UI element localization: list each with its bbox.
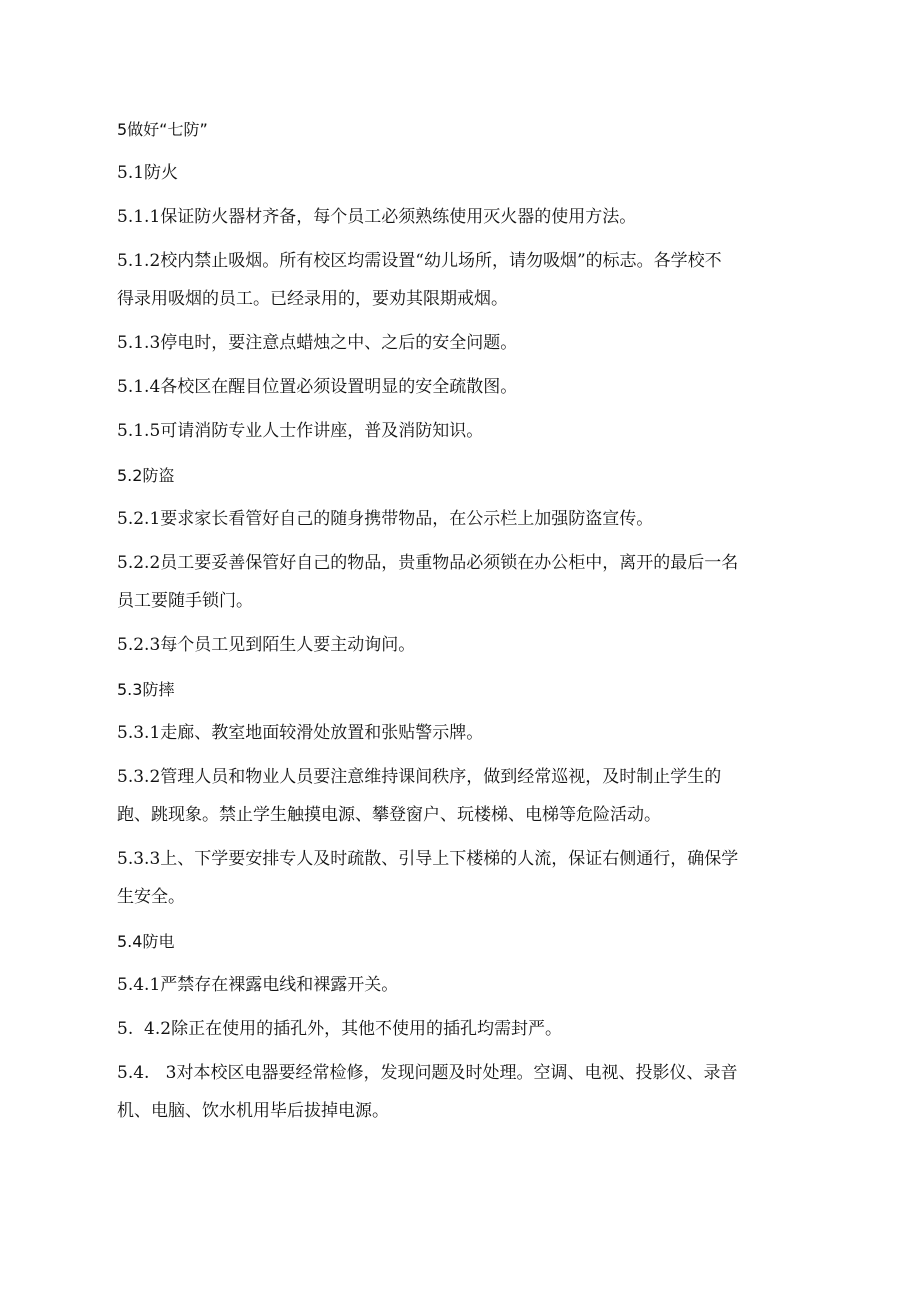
paragraph-line: 5.3.1走廊、教室地面较滑处放置和张贴警示牌。 [117,723,484,743]
paragraph-line: 5.1.1保证防火器材齐备，每个员工必须熟练使用灭火器的使用方法。 [117,207,637,227]
section-heading: 5.3防摔 [117,680,175,699]
paragraph-line: 5.2.3每个员工见到陌生人要主动询问。 [117,635,416,655]
paragraph-line: 生安全。 [117,887,185,907]
paragraph-line: 5.2.1要求家长看管好自己的随身携带物品，在公示栏上加强防盗宣传。 [117,509,654,529]
paragraph-line: 5.3.2管理人员和物业人员要注意维持课间秩序，做到经常巡视，及时制止学生的 [117,767,722,787]
paragraph-line: 5.2.2员工要妥善保管好自己的物品，贵重物品必须锁在办公柜中，离开的最后一名 [117,553,739,573]
paragraph-line: 机、电脑、饮水机用毕后拔掉电源。 [117,1101,389,1121]
paragraph-line: 5.1.5可请消防专业人士作讲座，普及消防知识。 [117,421,484,441]
section-heading: 5.4防电 [117,932,175,951]
paragraph-line: 跑、跳现象。禁止学生触摸电源、攀登窗户、玩楼梯、电梯等危险活动。 [117,805,661,825]
section-heading: 5.2防盗 [117,466,175,485]
paragraph-line: 5.4.1严禁存在裸露电线和裸露开关。 [117,975,399,995]
paragraph-line: 5.4. 3对本校区电器要经常检修，发现问题及时处理。空调、电视、投影仪、录音 [117,1063,738,1083]
paragraph-line: 得录用吸烟的员工。已经录用的，要劝其限期戒烟。 [117,289,508,309]
paragraph-line: 员工要随手锁门。 [117,591,253,611]
document-body [117,118,807,1123]
paragraph-line: 5.1.3停电时，要注意点蜡烛之中、之后的安全问题。 [117,333,518,353]
paragraph-line: 5.1.2校内禁止吸烟。所有校区均需设置“幼儿场所，请勿吸烟”的标志。各学校不 [117,251,722,271]
paragraph-line: 5.3.3上、下学要安排专人及时疏散、引导上下楼梯的人流，保证右侧通行，确保学 [117,849,739,869]
paragraph-line: 5. 4.2除正在使用的插孔外，其他不使用的插孔均需封严。 [117,1019,563,1039]
document-title: 5做好“七防” [117,120,208,139]
section-heading: 5.1防火 [117,163,179,183]
paragraph-line: 5.1.4各校区在醒目位置必须设置明显的安全疏散图。 [117,377,518,397]
